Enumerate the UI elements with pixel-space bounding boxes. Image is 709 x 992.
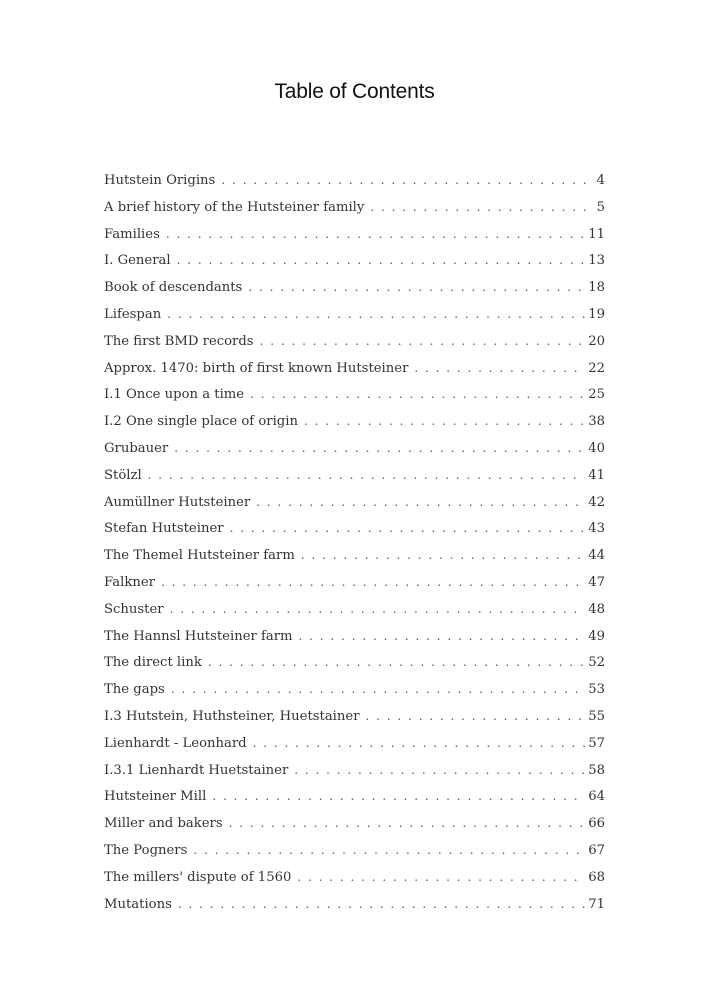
toc-dot-leader	[193, 843, 585, 857]
toc-entry[interactable]	[104, 816, 605, 843]
toc-page-number: 57	[588, 735, 605, 751]
toc-dot-leader	[212, 789, 585, 803]
toc-dot-leader	[414, 361, 585, 375]
toc-entry[interactable]	[104, 334, 605, 361]
toc-entry[interactable]	[104, 763, 605, 790]
toc-page-number: 53	[588, 682, 605, 698]
toc-entry-label[interactable]: The Themel Hutsteiner farm	[104, 548, 295, 564]
toc-entry-label[interactable]: I.1 Once upon a time	[104, 387, 245, 403]
page-title: Table of Contents	[274, 80, 435, 103]
toc-page-number: 64	[588, 789, 605, 805]
toc-entry[interactable]	[104, 736, 605, 763]
toc-entry[interactable]	[104, 789, 605, 816]
toc-entry[interactable]	[104, 468, 605, 495]
toc-entry[interactable]	[104, 495, 605, 522]
toc-entry[interactable]	[104, 173, 605, 200]
toc-entry-label[interactable]: Aumüllner Hutsteiner	[104, 494, 251, 510]
toc-entry[interactable]	[104, 227, 605, 254]
toc-dot-leader	[174, 441, 585, 455]
toc-page-number: 68	[588, 869, 605, 885]
toc-entry-label[interactable]: The first BMD records	[104, 333, 254, 349]
toc-entry-label[interactable]: The Pogners	[104, 842, 188, 858]
toc-entry-label[interactable]: Falkner	[104, 574, 155, 590]
toc-dot-leader	[294, 763, 585, 777]
toc-page-number: 19	[588, 306, 605, 322]
toc-dot-leader	[260, 334, 586, 348]
toc-dot-leader	[304, 414, 585, 428]
toc-entry-label[interactable]: The gaps	[104, 682, 165, 698]
toc-dot-leader	[230, 521, 586, 535]
toc-entry-label[interactable]: Grubauer	[104, 440, 169, 456]
toc-dot-leader	[178, 897, 585, 911]
toc-dot-leader	[253, 736, 586, 750]
toc-dot-leader	[166, 227, 585, 241]
toc-entry[interactable]	[104, 709, 605, 736]
toc-entry[interactable]	[104, 629, 605, 656]
toc-page-number: 11	[588, 226, 605, 242]
toc-page-number: 71	[588, 896, 605, 912]
toc-page-number: 58	[588, 762, 605, 778]
toc-entry[interactable]	[104, 897, 605, 924]
toc-entry-label[interactable]: Approx. 1470: birth of first known Hutsteiner	[104, 360, 409, 376]
toc-page-number: 43	[588, 521, 605, 537]
toc-entry[interactable]	[104, 655, 605, 682]
toc-page-number: 66	[588, 816, 605, 832]
toc-entry[interactable]	[104, 307, 605, 334]
toc-dot-leader	[167, 307, 585, 321]
toc-entry-label[interactable]: I.2 One single place of origin	[104, 414, 298, 430]
toc-entry-label[interactable]: I.3.1 Lienhardt Huetstainer	[104, 762, 289, 778]
toc-page-number: 18	[588, 280, 605, 296]
toc-entry-label[interactable]: The direct link	[104, 655, 202, 671]
toc-entry[interactable]	[104, 387, 605, 414]
toc-dot-leader	[177, 253, 586, 267]
toc-dot-leader	[170, 602, 586, 616]
toc-entry-label[interactable]: Schuster	[104, 601, 164, 617]
table-of-contents	[104, 173, 605, 923]
toc-page-number: 5	[596, 199, 605, 215]
toc-entry[interactable]	[104, 682, 605, 709]
toc-page-number: 52	[588, 655, 605, 671]
toc-page-number: 67	[588, 842, 605, 858]
toc-entry-label[interactable]: Mutations	[104, 896, 172, 912]
toc-dot-leader	[161, 575, 585, 589]
toc-page-number: 20	[588, 333, 605, 349]
toc-entry[interactable]	[104, 843, 605, 870]
toc-entry[interactable]	[104, 521, 605, 548]
toc-entry-label[interactable]: Miller and bakers	[104, 816, 223, 832]
toc-dot-leader	[208, 655, 585, 669]
toc-dot-leader	[148, 468, 586, 482]
toc-dot-leader	[250, 387, 585, 401]
toc-entry[interactable]	[104, 441, 605, 468]
toc-entry[interactable]	[104, 361, 605, 388]
toc-page-number: 13	[588, 253, 605, 269]
toc-entry-label[interactable]: Stefan Hutsteiner	[104, 521, 224, 537]
toc-page-number: 47	[588, 574, 605, 590]
toc-dot-leader	[256, 495, 585, 509]
toc-entry[interactable]	[104, 280, 605, 307]
toc-entry-label[interactable]: The Hannsl Hutsteiner farm	[104, 628, 293, 644]
toc-dot-leader	[297, 870, 585, 884]
toc-page-number: 4	[596, 173, 605, 188]
toc-entry-label[interactable]: I.3 Hutstein, Huthsteiner, Huetstainer	[104, 708, 360, 724]
toc-dot-leader	[370, 200, 593, 214]
toc-entry[interactable]	[104, 602, 605, 629]
toc-dot-leader	[229, 816, 586, 830]
toc-entry-label[interactable]: The millers' dispute of 1560	[104, 869, 292, 885]
toc-entry-label[interactable]: Lifespan	[104, 306, 162, 322]
toc-dot-leader	[171, 682, 585, 696]
toc-entry-label[interactable]: Families	[104, 226, 160, 242]
toc-entry[interactable]	[104, 253, 605, 280]
toc-page-number: 42	[588, 494, 605, 510]
toc-entry[interactable]	[104, 870, 605, 897]
toc-page-number: 41	[588, 467, 605, 483]
toc-entry[interactable]	[104, 414, 605, 441]
toc-page-number: 40	[588, 440, 605, 456]
toc-dot-leader	[301, 548, 585, 562]
toc-page-number: 25	[588, 387, 605, 403]
toc-entry-label[interactable]: Hutsteiner Mill	[104, 789, 207, 805]
toc-dot-leader	[366, 709, 586, 723]
toc-entry[interactable]	[104, 575, 605, 602]
toc-dot-leader	[299, 629, 586, 643]
toc-page-number: 48	[588, 601, 605, 617]
toc-page-number: 38	[588, 414, 605, 430]
toc-entry[interactable]	[104, 548, 605, 575]
toc-page-number: 55	[588, 708, 605, 724]
toc-page-number: 49	[588, 628, 605, 644]
toc-entry-label[interactable]: Stölzl	[104, 467, 142, 483]
toc-page-number: 22	[588, 360, 605, 376]
toc-entry[interactable]	[104, 200, 605, 227]
toc-dot-leader	[221, 173, 593, 187]
toc-entry-label[interactable]: Book of descendants	[104, 280, 243, 296]
toc-page-number: 44	[588, 548, 605, 564]
toc-entry-label[interactable]: Hutstein Origins	[104, 173, 216, 188]
toc-entry-label[interactable]: I. General	[104, 253, 171, 269]
toc-entry-label[interactable]: A brief history of the Hutsteiner family	[104, 199, 365, 215]
toc-dot-leader	[248, 280, 585, 294]
toc-entry-label[interactable]: Lienhardt - Leonhard	[104, 735, 247, 751]
